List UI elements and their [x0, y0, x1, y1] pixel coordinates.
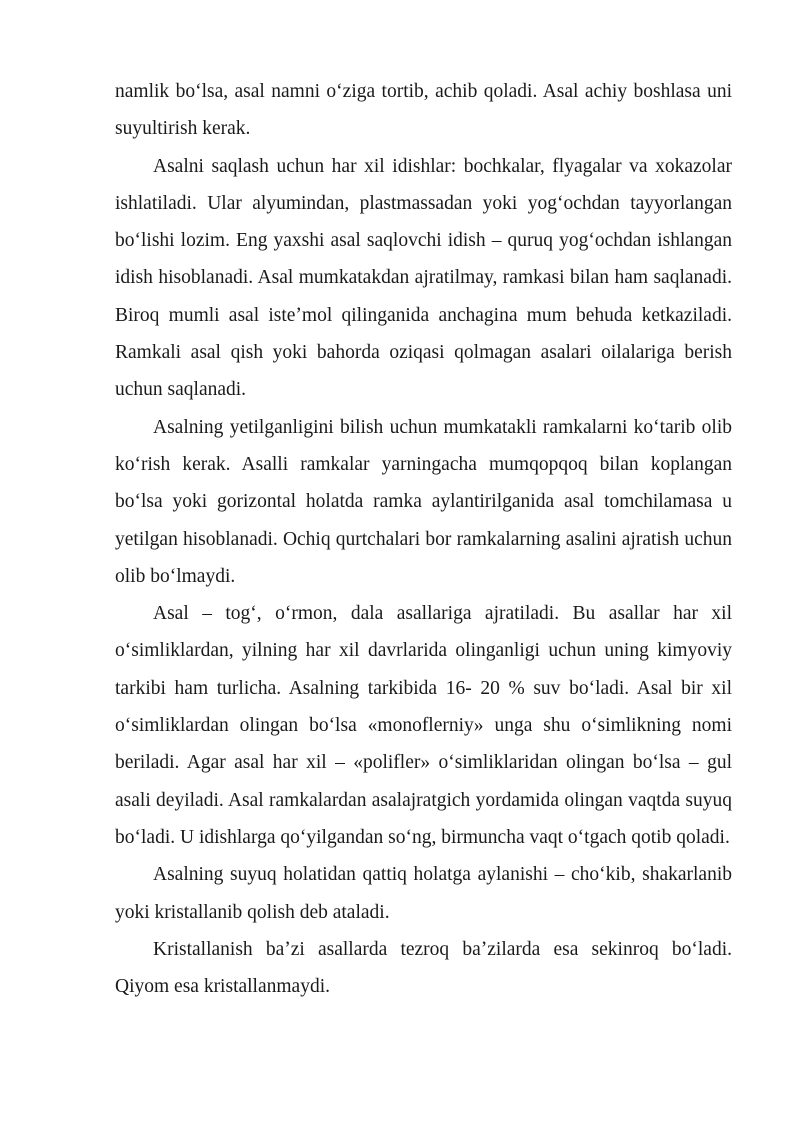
- paragraph-3: Asalning yetilganligini bilish uchun mumkatakli ramkalarni koʻtarib olib koʻrish kerak. Asalli ramkalar yarningacha mumqopqoq bilan koplangan boʻlsa yoki gorizontal holatda ramka aylantirilganida asal tomchilamasa u yetilgan hisoblanadi. Ochiq qurtchalari bor ramkalarning asalini ajratish uchun olib boʻlmaydi.: [115, 416, 732, 587]
- document-body: [115, 73, 732, 1005]
- paragraph-6: Kristallanish baʼzi asallarda tezroq baʼzilarda esa sekinroq boʻladi. Qiyom esa kristallanmaydi.: [115, 938, 732, 998]
- paragraph-5: Asalning suyuq holatidan qattiq holatga aylanishi – choʻkib, shakarlanib yoki kristallanib qolish deb ataladi.: [115, 864, 732, 923]
- paragraph-1: namlik boʻlsa, asal namni oʻziga tortib, achib qoladi. Asal achiy boshlasa uni suyultirish kerak.: [115, 81, 732, 140]
- paragraph-2: Asalni saqlash uchun har xil idishlar: bochkalar, flyagalar va xokazolar ishlatiladi. Ular alyumindan, plastmassadan yoki yogʻochdan tayyorlangan boʻlishi lozim. Eng yaxshi asal saqlovchi idish – quruq yogʻochdan ishlangan idish hisoblanadi. Asal mumkatakdan ajratilmay, ramkasi bilan ham saqlanadi. Biroq mumli asal isteʼmol qilinganida anchagina mum behuda ketkaziladi. Ramkali asal qish yoki bahorda oziqasi qolmagan asalari oilalariga berish uchun saqlanadi.: [115, 155, 732, 401]
- paragraph-4: Asal – togʻ, oʻrmon, dala asallariga ajratiladi. Bu asallar har xil oʻsimliklardan, yilning har xil davrlarida olinganligi uchun uning kimyoviy tarkibi ham turlicha. Asalning tarkibida 16- 20 % suv boʻladi. Asal bir xil oʻsimliklardan olingan boʻlsa «monoflerniy» unga shu oʻsimlikning nomi beriladi. Agar asal har xil – «polifler» oʻsimliklaridan olingan boʻlsa – gul asali deyiladi. Asal ramkalardan asalajratgich yordamida olingan vaqtda suyuq boʻladi. U idishlarga qoʻyilgandan soʻng, birmuncha vaqt oʻtgach qotib qoladi.: [115, 603, 732, 848]
